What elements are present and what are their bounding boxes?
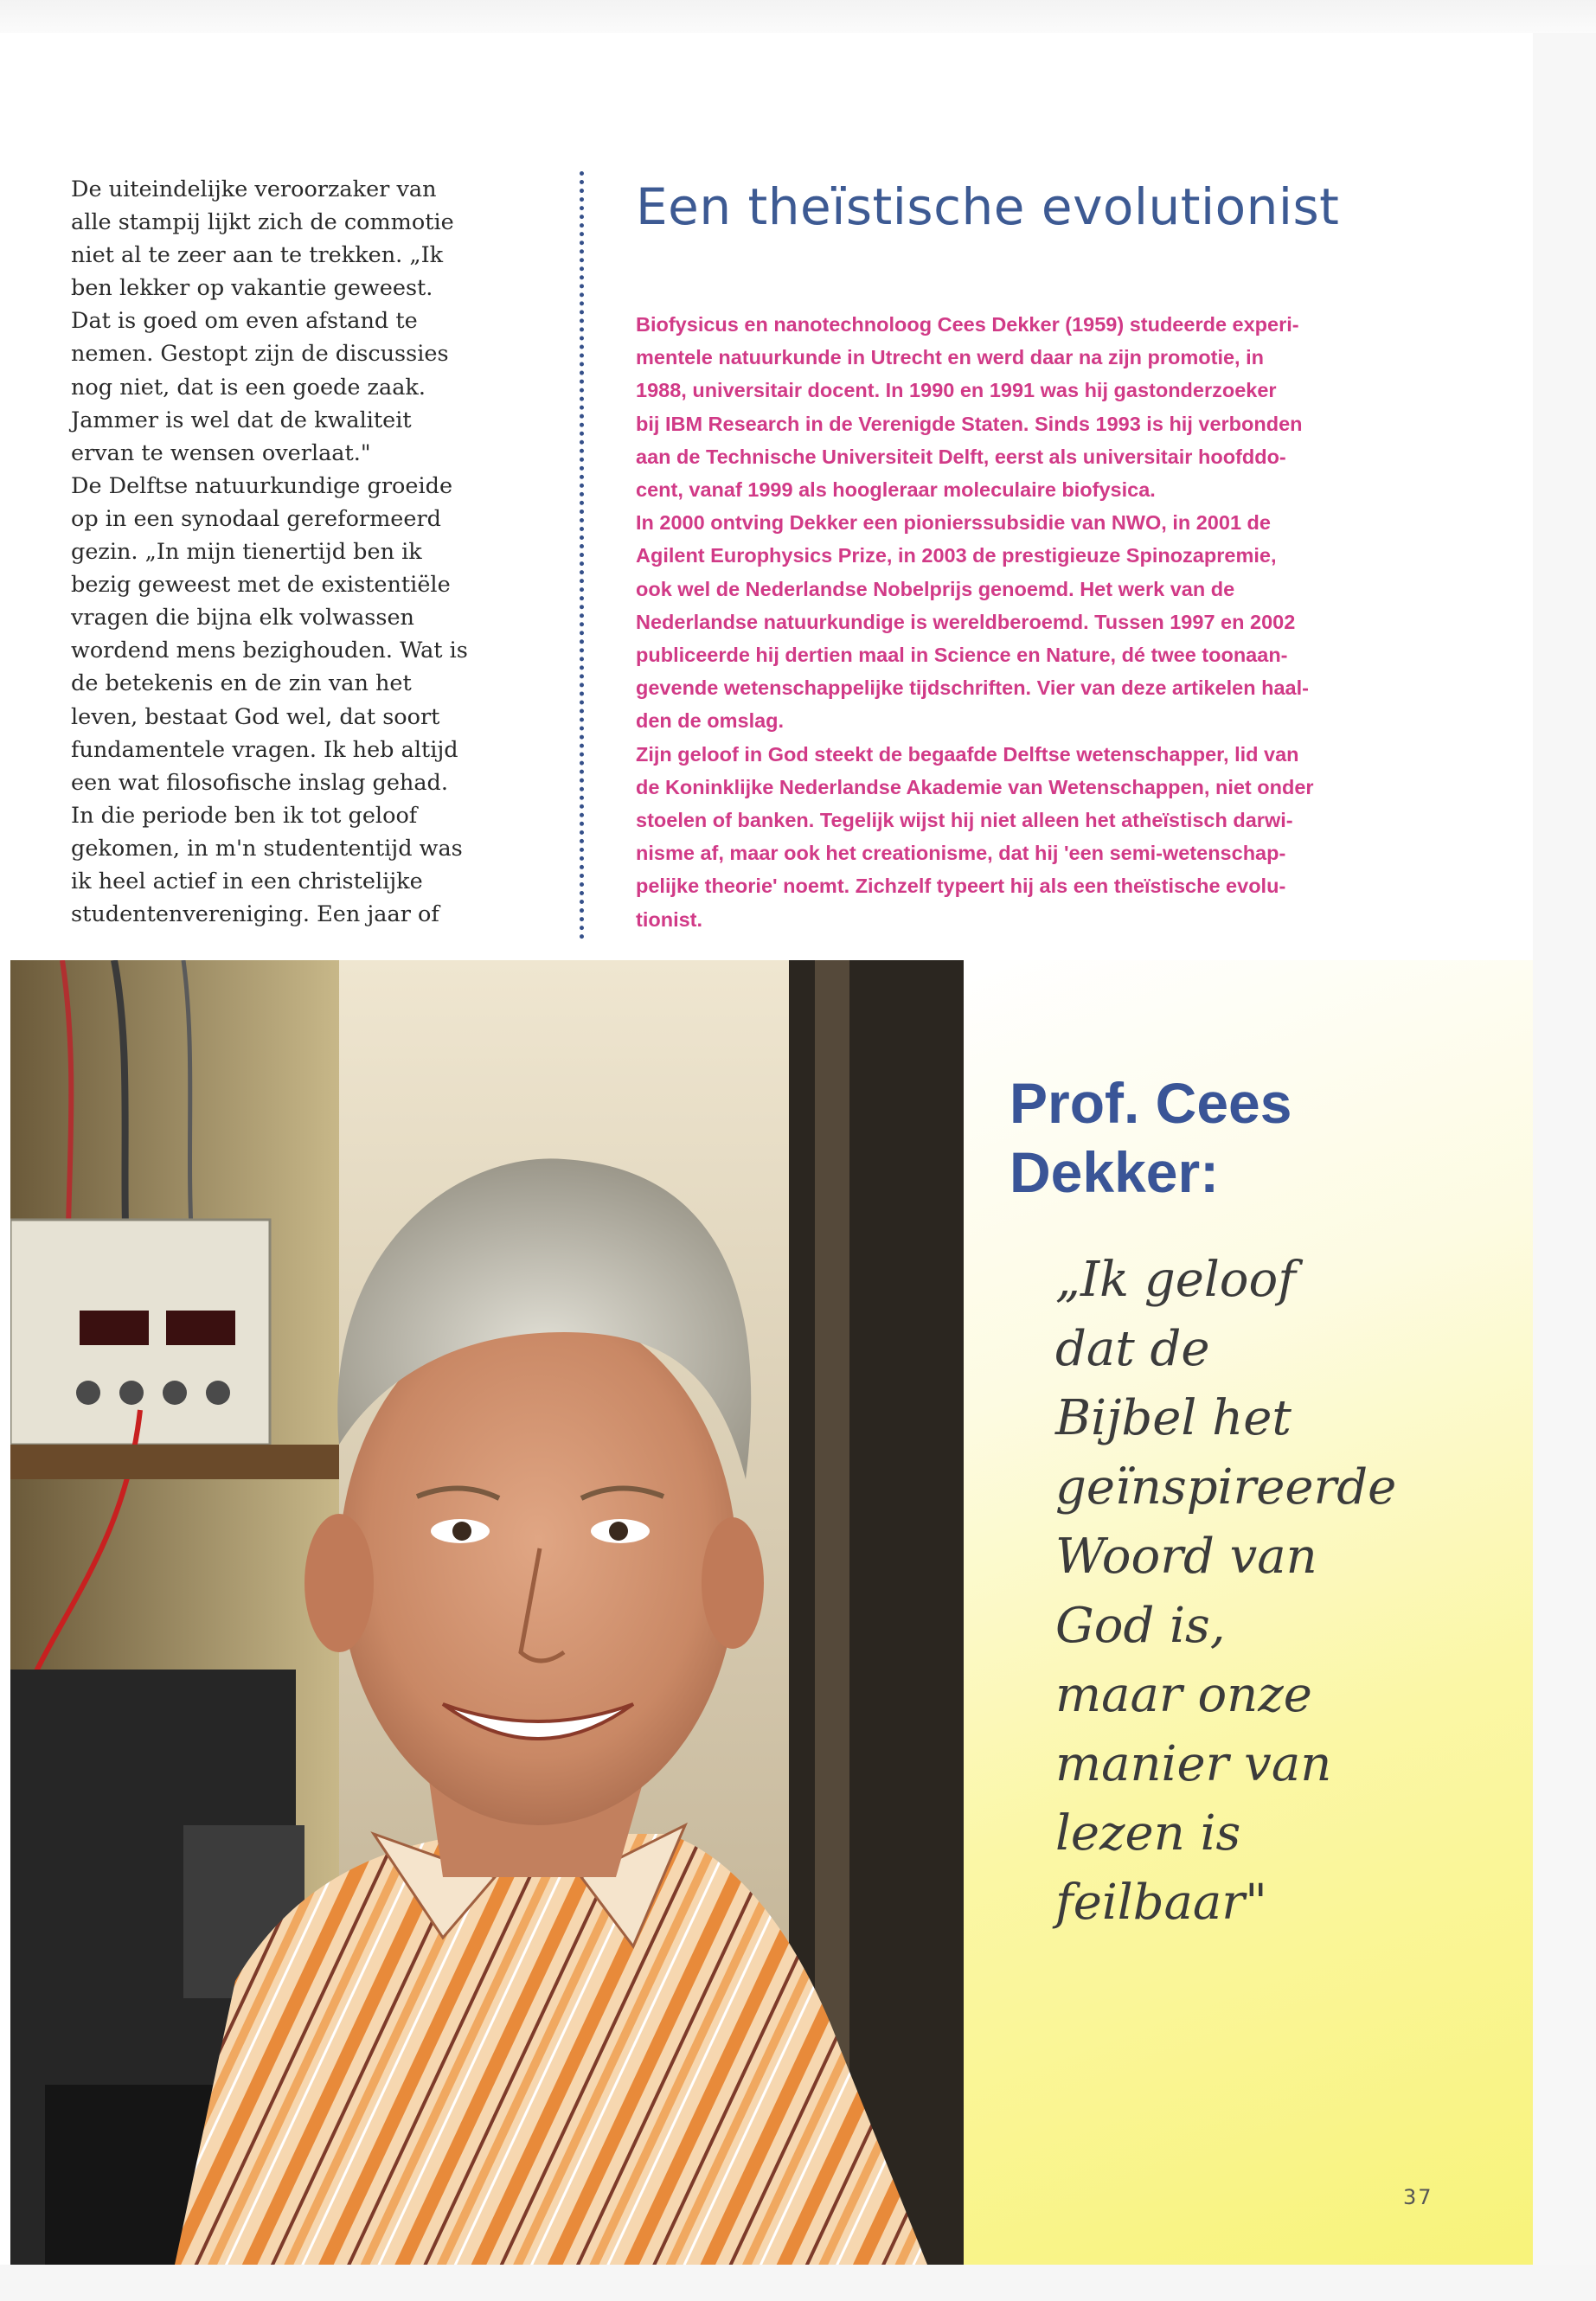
body-line: gezin. „In mijn tienertijd ben ik xyxy=(71,539,422,566)
bio-line: ook wel de Nederlandse Nobelprijs genoemd. Het werk van de xyxy=(636,577,1235,600)
quote-line: maar onze xyxy=(1055,1667,1312,1723)
sidebar-heading: Een theïstische evolutionist xyxy=(636,177,1340,236)
body-line: vragen die bijna elk volwassen xyxy=(71,605,414,631)
pull-quote xyxy=(1055,1246,1505,1938)
quote-line: lezen is xyxy=(1055,1805,1241,1862)
bio-line: stoelen of banken. Tegelijk wijst hij niet alleen het atheïstisch darwi- xyxy=(636,809,1293,832)
quote-line: geïnspireerde xyxy=(1055,1459,1397,1516)
body-line: alle stampij lijkt zich de commotie xyxy=(71,209,454,236)
bio-line: pelijke theorie' noemt. Zichzelf typeert hij als een theïstische evolu- xyxy=(636,875,1286,898)
bio-line: Biofysicus en nanotechnoloog Cees Dekker (1959) studeerde experi- xyxy=(636,313,1299,336)
page-number: 37 xyxy=(1403,2185,1433,2209)
bio-line: tionist. xyxy=(636,907,703,931)
bio-line: Zijn geloof in God steekt de begaafde Delftse wetenschapper, lid van xyxy=(636,742,1299,766)
bio-line: Nederlandse natuurkundige is wereldberoemd. Tussen 1997 en 2002 xyxy=(636,610,1296,633)
quote-line: „Ik geloof xyxy=(1055,1252,1296,1308)
quote-line: feilbaar" xyxy=(1055,1875,1267,1931)
page-right-edge xyxy=(1533,33,1596,2301)
bio-line: bij IBM Research in de Verenigde Staten. Sinds 1993 is hij verbonden xyxy=(636,412,1303,435)
bio-line: gevende wetenschappelijke tijdschriften. Vier van deze artikelen haal- xyxy=(636,676,1309,700)
body-line: nemen. Gestopt zijn de discussies xyxy=(71,341,449,368)
bio-line: In 2000 ontving Dekker een pionierssubsidie van NWO, in 2001 de xyxy=(636,511,1271,535)
page-top-edge xyxy=(0,0,1596,33)
body-line: leven, bestaat God wel, dat soort xyxy=(71,703,440,730)
body-line: Jammer is wel dat de kwaliteit xyxy=(71,407,412,433)
quote-line: God is, xyxy=(1055,1598,1226,1654)
dotted-column-separator xyxy=(580,171,584,939)
body-line: ervan te wensen overlaat." xyxy=(71,439,371,466)
feature-title-line: Dekker: xyxy=(1010,1140,1220,1204)
page-bottom-edge xyxy=(0,2265,1596,2301)
body-line: gekomen, in m'n studententijd was xyxy=(71,835,463,862)
feature-title xyxy=(1010,1068,1494,1207)
bio-line: aan de Technische Universiteit Delft, eerst als universitair hoofddo- xyxy=(636,445,1286,468)
body-line: In die periode ben ik tot geloof xyxy=(71,802,418,829)
body-line: op in een synodaal gereformeerd xyxy=(71,505,441,532)
body-line: Dat is goed om even afstand te xyxy=(71,308,418,335)
quote-line: manier van xyxy=(1055,1736,1332,1792)
body-line: wordend mens bezighouden. Wat is xyxy=(71,638,468,664)
quote-line: Bijbel het xyxy=(1055,1390,1292,1446)
body-line: ben lekker op vakantie geweest. xyxy=(71,275,433,302)
bio-line: den de omslag. xyxy=(636,709,785,733)
bio-line: Agilent Europhysics Prize, in 2003 de prestigieuze Spinozapremie, xyxy=(636,544,1277,567)
body-line: studentenvereniging. Een jaar of xyxy=(71,901,439,928)
body-line: niet al te zeer aan te trekken. „Ik xyxy=(71,242,444,269)
bio-line: de Koninklijke Nederlandse Akademie van Wetenschappen, niet onder xyxy=(636,775,1314,798)
body-line: nog niet, dat is een goede zaak. xyxy=(71,374,426,401)
bio-line: nisme af, maar ook het creationisme, dat hij 'een semi-wetenschap- xyxy=(636,842,1286,865)
bio-line: 1988, universitair docent. In 1990 en 1991 was hij gastonderzoeker xyxy=(636,379,1277,402)
feature-title-line: Prof. Cees xyxy=(1010,1071,1292,1135)
body-line: de betekenis en de zin van het xyxy=(71,670,412,697)
bio-line: cent, vanaf 1999 als hoogleraar moleculaire biofysica. xyxy=(636,478,1156,502)
body-line: bezig geweest met de existentiële xyxy=(71,572,451,599)
article-body-column xyxy=(71,173,521,931)
body-line: De Delftse natuurkundige groeide xyxy=(71,472,453,499)
biography-block xyxy=(636,308,1501,936)
body-line: een wat filosofische inslag gehad. xyxy=(71,769,448,796)
portrait-photo xyxy=(10,960,964,2265)
body-line: fundamentele vragen. Ik heb altijd xyxy=(71,736,458,763)
body-line: De uiteindelijke veroorzaker van xyxy=(71,176,437,202)
bio-line: publiceerde hij dertien maal in Science en Nature, dé twee toonaan- xyxy=(636,644,1288,667)
quote-line: dat de xyxy=(1055,1321,1210,1377)
body-line: ik heel actief in een christelijke xyxy=(71,868,423,894)
bio-line: mentele natuurkunde in Utrecht en werd daar na zijn promotie, in xyxy=(636,346,1264,369)
quote-line: Woord van xyxy=(1055,1529,1317,1585)
